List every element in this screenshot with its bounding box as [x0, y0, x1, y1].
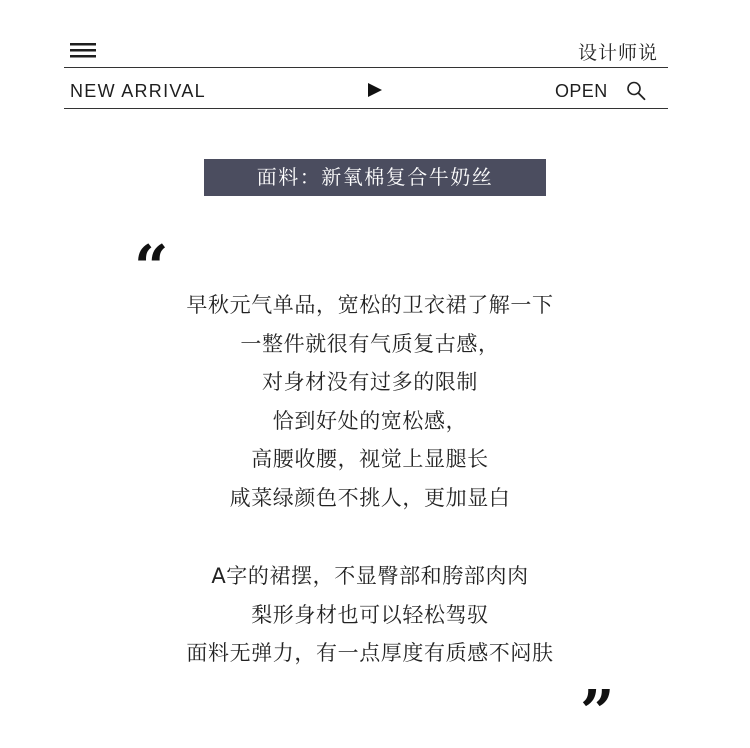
description-line: 高腰收腰，视觉上显腿长: [251, 447, 489, 471]
description-line: 对身材没有过多的限制: [262, 370, 478, 394]
product-description: [0, 286, 740, 673]
new-arrival-link[interactable]: NEW ARRIVAL: [70, 81, 206, 101]
description-line: 早秋元气单品，宽松的卫衣裙了解一下: [186, 293, 554, 317]
hamburger-icon: [70, 42, 96, 58]
open-quote-mark: “: [134, 233, 169, 303]
description-line: 梨形身材也可以轻松驾驭: [251, 602, 489, 627]
description-line: A字的裙摆，不显臀部和胯部肉肉: [211, 564, 529, 588]
description-paragraph: [0, 557, 740, 673]
description-line: 咸菜绿颜色不挑人，更加显白: [229, 485, 511, 510]
fabric-label: 面料：新氧棉复合牛奶丝: [204, 159, 546, 196]
play-button[interactable]: [368, 83, 383, 98]
search-icon: [625, 80, 647, 102]
description-line: 恰到好处的宽松感，: [272, 408, 468, 433]
description-line: 一整件就很有气质复古感，: [240, 331, 500, 356]
play-icon: [368, 83, 383, 98]
close-quote-mark: ”: [580, 678, 615, 748]
hamburger-menu-button[interactable]: [70, 42, 96, 58]
search-button[interactable]: [625, 80, 647, 102]
open-button[interactable]: OPEN: [555, 81, 608, 101]
description-paragraph: [0, 286, 740, 517]
description-line: 面料无弹力，有一点厚度有质感不闷肤: [186, 641, 554, 665]
designer-talk-link[interactable]: 设计师说: [577, 42, 658, 64]
header-divider: [64, 67, 668, 68]
nav-divider: [64, 108, 668, 109]
